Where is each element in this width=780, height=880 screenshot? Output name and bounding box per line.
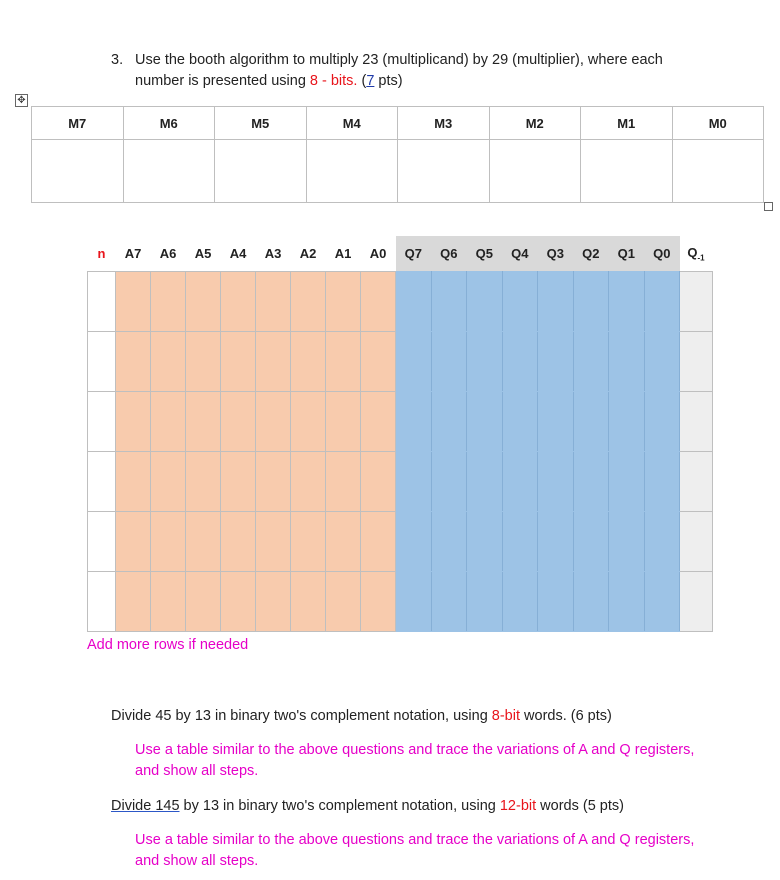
q-cell[interactable] xyxy=(396,272,432,332)
a-cell[interactable] xyxy=(221,392,256,452)
q-cell[interactable] xyxy=(644,452,680,512)
q-cell[interactable] xyxy=(431,332,467,392)
a-cell[interactable] xyxy=(291,332,326,392)
a-cell[interactable] xyxy=(326,392,361,452)
divide-2-underlined: Divide 145 xyxy=(111,798,180,814)
q-cell[interactable] xyxy=(644,512,680,572)
m-header: M2 xyxy=(489,107,581,140)
a-cell[interactable] xyxy=(326,452,361,512)
a-cell[interactable] xyxy=(221,512,256,572)
a-cell[interactable] xyxy=(151,572,186,632)
n-cell[interactable] xyxy=(88,572,116,632)
a-cell[interactable] xyxy=(291,572,326,632)
n-cell[interactable] xyxy=(88,512,116,572)
q-cell[interactable] xyxy=(431,452,467,512)
q-cell[interactable] xyxy=(502,452,538,512)
q-cell[interactable] xyxy=(502,272,538,332)
a-cell[interactable] xyxy=(361,332,396,392)
register-header-row xyxy=(88,236,713,272)
question-text: Use the booth algorithm to multiply 23 (multiplicand) by 29 (multiplier), where each number is presented using xyxy=(135,52,663,89)
q-cell[interactable] xyxy=(396,332,432,392)
a-header: A1 xyxy=(326,236,361,272)
a-cell[interactable] xyxy=(186,272,221,332)
a-cell[interactable] xyxy=(221,572,256,632)
a-cell[interactable] xyxy=(116,572,151,632)
q-header: Q0 xyxy=(644,236,680,272)
q-header: Q3 xyxy=(538,236,574,272)
q-cell[interactable] xyxy=(396,572,432,632)
m-value-row xyxy=(32,140,764,203)
q-minus-1-cell[interactable] xyxy=(680,512,713,572)
m-cell[interactable] xyxy=(123,140,215,203)
q-minus-1-sub: -1 xyxy=(697,253,705,263)
q-header: Q4 xyxy=(502,236,538,272)
q-cell[interactable] xyxy=(502,332,538,392)
register-row xyxy=(88,452,713,512)
m-cell[interactable] xyxy=(398,140,490,203)
a-cell[interactable] xyxy=(326,512,361,572)
divide-2-instruction: Use a table similar to the above questions and trace the variations of A and Q registers, and show all steps. xyxy=(135,832,695,869)
a-header: A5 xyxy=(186,236,221,272)
q-cell[interactable] xyxy=(502,392,538,452)
q-minus-1-cell[interactable] xyxy=(680,572,713,632)
q-cell[interactable] xyxy=(502,512,538,572)
points-tail: pts) xyxy=(374,73,403,89)
q-cell[interactable] xyxy=(467,392,503,452)
q-cell[interactable] xyxy=(573,512,609,572)
q-cell[interactable] xyxy=(431,512,467,572)
a-cell[interactable] xyxy=(256,452,291,512)
a-cell[interactable] xyxy=(256,512,291,572)
a-cell[interactable] xyxy=(291,392,326,452)
register-row xyxy=(88,332,713,392)
n-cell[interactable] xyxy=(88,452,116,512)
n-cell[interactable] xyxy=(88,332,116,392)
a-header: A0 xyxy=(361,236,396,272)
divide-1-bits: 8-bit xyxy=(491,708,520,724)
q-cell[interactable] xyxy=(609,452,645,512)
register-table xyxy=(87,236,713,632)
q-cell[interactable] xyxy=(644,572,680,632)
q-cell[interactable] xyxy=(538,272,574,332)
a-cell[interactable] xyxy=(151,452,186,512)
a-cell[interactable] xyxy=(116,332,151,392)
a-cell[interactable] xyxy=(151,392,186,452)
m-cell[interactable] xyxy=(306,140,398,203)
a-cell[interactable] xyxy=(151,332,186,392)
a-cell[interactable] xyxy=(256,272,291,332)
a-cell[interactable] xyxy=(186,452,221,512)
divide-2-tail: words (5 pts) xyxy=(536,798,624,814)
multiplicand-table xyxy=(31,106,764,203)
q-cell[interactable] xyxy=(467,512,503,572)
q-cell[interactable] xyxy=(609,392,645,452)
bits-highlight: 8 - bits. xyxy=(309,73,358,89)
a-cell[interactable] xyxy=(221,332,256,392)
q-cell[interactable] xyxy=(609,572,645,632)
a-cell[interactable] xyxy=(291,512,326,572)
q-cell[interactable] xyxy=(609,332,645,392)
m-header: M3 xyxy=(398,107,490,140)
q-cell[interactable] xyxy=(644,392,680,452)
divide-1-question xyxy=(111,706,612,727)
register-row xyxy=(88,392,713,452)
q-cell[interactable] xyxy=(573,272,609,332)
register-row xyxy=(88,572,713,632)
q-cell[interactable] xyxy=(538,512,574,572)
divide-1-tail: words. (6 pts) xyxy=(520,708,612,724)
m-header: M0 xyxy=(672,107,764,140)
q-header: Q2 xyxy=(573,236,609,272)
q-cell[interactable] xyxy=(573,392,609,452)
a-cell[interactable] xyxy=(361,452,396,512)
q-cell[interactable] xyxy=(502,572,538,632)
question-number: 3. xyxy=(111,52,124,68)
q-cell[interactable] xyxy=(573,572,609,632)
a-header: A3 xyxy=(256,236,291,272)
m-header: M7 xyxy=(32,107,124,140)
m-cell[interactable] xyxy=(672,140,764,203)
q-minus-1-header xyxy=(680,236,713,272)
divide-1-instruction: Use a table similar to the above questions and trace the variations of A and Q registers, and show all steps. xyxy=(135,742,695,779)
register-body xyxy=(88,272,713,632)
a-header: A2 xyxy=(291,236,326,272)
a-cell[interactable] xyxy=(221,452,256,512)
q-cell[interactable] xyxy=(609,272,645,332)
register-row xyxy=(88,512,713,572)
m-cell[interactable] xyxy=(32,140,124,203)
divide-2-question xyxy=(111,796,624,817)
a-cell[interactable] xyxy=(256,332,291,392)
a-cell[interactable] xyxy=(361,572,396,632)
a-cell[interactable] xyxy=(326,332,361,392)
a-cell[interactable] xyxy=(221,272,256,332)
paren-open: ( xyxy=(357,73,367,89)
q-cell[interactable] xyxy=(538,572,574,632)
a-header: A4 xyxy=(221,236,256,272)
q-header: Q7 xyxy=(396,236,432,272)
divide-1-text: Divide 45 by 13 in binary two's complement notation, using xyxy=(111,708,492,724)
q-cell[interactable] xyxy=(396,512,432,572)
a-cell[interactable] xyxy=(186,392,221,452)
resize-handle-icon[interactable] xyxy=(764,202,773,211)
add-rows-note: Add more rows if needed xyxy=(87,637,249,653)
a-cell[interactable] xyxy=(116,272,151,332)
divide-2-bits: 12-bit xyxy=(499,798,537,814)
n-cell[interactable] xyxy=(88,392,116,452)
a-cell[interactable] xyxy=(116,392,151,452)
n-header: n xyxy=(88,236,116,272)
m-header-row xyxy=(32,107,764,140)
q-cell[interactable] xyxy=(396,452,432,512)
q-cell[interactable] xyxy=(431,272,467,332)
a-cell[interactable] xyxy=(361,272,396,332)
q-cell[interactable] xyxy=(431,572,467,632)
a-cell[interactable] xyxy=(186,512,221,572)
m-header: M5 xyxy=(215,107,307,140)
m-cell[interactable] xyxy=(215,140,307,203)
n-cell[interactable] xyxy=(88,272,116,332)
a-header: A7 xyxy=(116,236,151,272)
q-header: Q6 xyxy=(431,236,467,272)
a-cell[interactable] xyxy=(361,512,396,572)
register-row xyxy=(88,272,713,332)
a-cell[interactable] xyxy=(186,572,221,632)
a-cell[interactable] xyxy=(151,512,186,572)
q-cell[interactable] xyxy=(431,392,467,452)
q-minus-1-cell[interactable] xyxy=(680,392,713,452)
a-cell[interactable] xyxy=(256,392,291,452)
q-cell[interactable] xyxy=(644,272,680,332)
move-icon[interactable]: ✥ xyxy=(15,94,28,107)
a-cell[interactable] xyxy=(361,392,396,452)
q-cell[interactable] xyxy=(609,512,645,572)
q-minus-1-cell[interactable] xyxy=(680,272,713,332)
divide-2-text: by 13 in binary two's complement notation, using xyxy=(179,798,500,814)
a-cell[interactable] xyxy=(291,272,326,332)
m-cell[interactable] xyxy=(489,140,581,203)
a-cell[interactable] xyxy=(326,272,361,332)
q-cell[interactable] xyxy=(573,332,609,392)
points-number: 7 xyxy=(366,73,375,89)
q-cell[interactable] xyxy=(538,392,574,452)
m-header: M4 xyxy=(306,107,398,140)
q-cell[interactable] xyxy=(538,452,574,512)
a-cell[interactable] xyxy=(151,272,186,332)
q-minus-1-main: Q xyxy=(687,244,698,260)
q-cell[interactable] xyxy=(467,572,503,632)
a-cell[interactable] xyxy=(186,332,221,392)
q-minus-1-cell[interactable] xyxy=(680,452,713,512)
a-cell[interactable] xyxy=(326,572,361,632)
q-cell[interactable] xyxy=(467,452,503,512)
q-cell[interactable] xyxy=(644,332,680,392)
q-cell[interactable] xyxy=(467,332,503,392)
q-cell[interactable] xyxy=(538,332,574,392)
q-header: Q5 xyxy=(467,236,503,272)
q-cell[interactable] xyxy=(467,272,503,332)
q-cell[interactable] xyxy=(396,392,432,452)
a-header: A6 xyxy=(151,236,186,272)
q-minus-1-cell[interactable] xyxy=(680,332,713,392)
a-cell[interactable] xyxy=(256,572,291,632)
m-header: M1 xyxy=(581,107,673,140)
a-cell[interactable] xyxy=(116,512,151,572)
a-cell[interactable] xyxy=(291,452,326,512)
q-cell[interactable] xyxy=(573,452,609,512)
question-3-text xyxy=(135,50,705,92)
m-cell[interactable] xyxy=(581,140,673,203)
m-header: M6 xyxy=(123,107,215,140)
q-header: Q1 xyxy=(609,236,645,272)
a-cell[interactable] xyxy=(116,452,151,512)
